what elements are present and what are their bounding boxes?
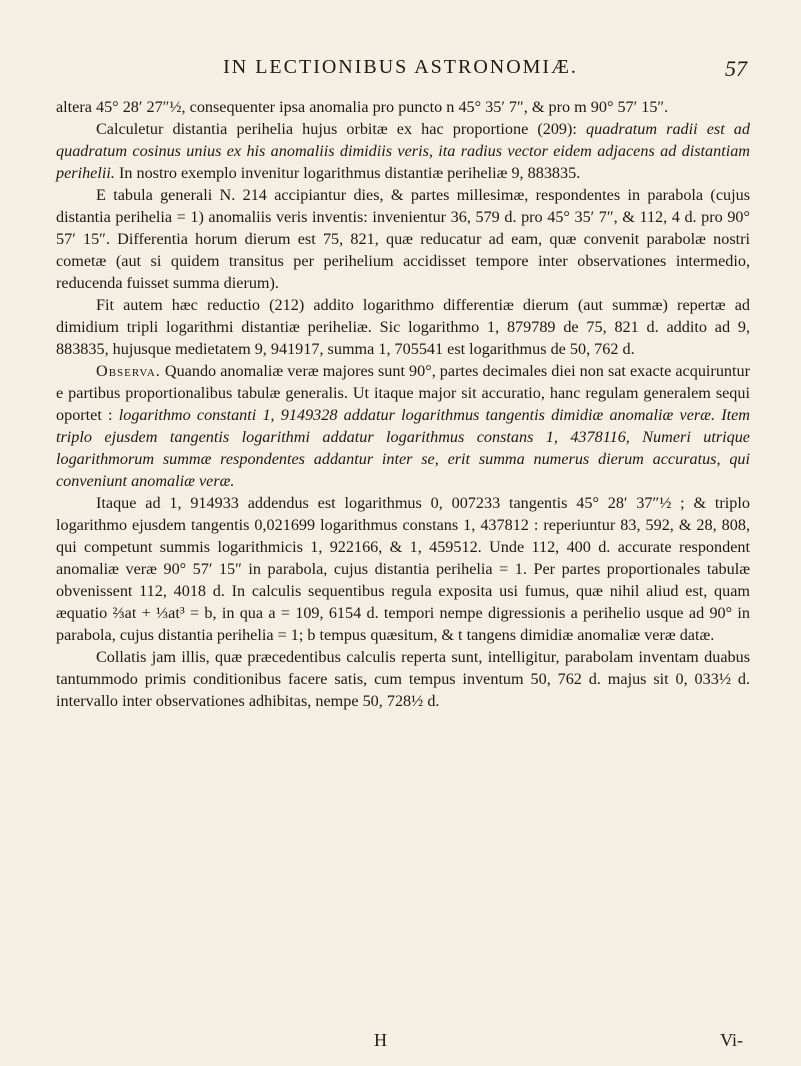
italic-rule: quadratum radii est ad quadratum cosinus unius ex his anomaliis dimidiis veris, ita radius vector eidem adjacens ad distantiam perihelii. xyxy=(56,120,750,182)
page-number: 57 xyxy=(725,56,747,81)
paragraph-continuation: altera 45° 28′ 27″½, consequenter ipsa anomalia pro puncto n 45° 35′ 7″, & pro m 90° 57′ 15″. xyxy=(56,98,669,116)
catchword: Vi- xyxy=(720,1030,743,1050)
running-head: IN LECTIONIBUS ASTRONOMIÆ. xyxy=(223,56,578,78)
observa-label: Observa. xyxy=(96,362,161,380)
paragraph-perihelion-distance xyxy=(56,118,750,184)
paragraph-reduction: Fit autem hæc reductio (212) addito logarithmo differentiæ dierum (aut summæ) repertæ ad dimidium tripli logarithmi distantiæ periheliæ. Sic logarithmo 1, 879789 de 75, 821 d. addito ad 9, 883835, hujusque medietatem 9, 941917, summa 1, 705541 est logarithmus de 50, 762 d. xyxy=(56,296,750,358)
paragraph-conclusion: Collatis jam illis, quæ præcedentibus calculis reperta sunt, intelligitur, parabolam inventam duabus tantummodo primis conditionibus facere satis, cum tempus inventum 50, 762 d. majus sit 0, 033½ d. intervallo inter observationes adhibitas, nempe 50, 728½ d. xyxy=(56,648,750,710)
paragraph-general-table: E tabula generali N. 214 accipiantur dies, & partes millesimæ, respondentes in parabola (cujus distantia perihelia = 1) anomaliis veris inventis: invenientur 36, 579 d. pro 45° 35′ 7″, & 112, 4 d. pro 90° 57′ 15″. Differentia horum dierum est 75, 821, quæ reducatur ad eam, quæ convenit parabolæ nostri cometæ (aut si quidem transitus per perihelium accidisset tempore inter observationes intermedio, reducenda fuisset summa dierum). xyxy=(56,186,750,292)
text-run: In nostro exemplo invenitur logarithmus distantiæ periheliæ 9, 883835. xyxy=(114,164,581,182)
body-text xyxy=(56,96,750,712)
italic-rule: logarithmo constanti 1, 9149328 addatur logarithmus tangentis dimidiæ anomaliæ veræ. Item triplo ejusdem tangentis logarithmi addatur logarithmus constans 1, 4378116, Numeri utrique logarithmorum summæ respondentes addantur inter se, erit summa numerus dierum accuratus, qui conveniunt anomaliæ veræ. xyxy=(56,406,750,490)
text-run: Quando anomaliæ veræ majores sunt 90°, partes decimales diei non sat exacte acquiruntur e partibus proportionalibus tabulæ generalis. Ut itaque major sit accuratio, hanc regulam generalem sequi oportet : xyxy=(56,362,750,424)
text-run: Calculetur distantia perihelia hujus orbitæ ex hac proportione (209): xyxy=(96,120,587,138)
paragraph-observa xyxy=(56,360,750,492)
signature-mark: H xyxy=(374,1030,387,1050)
paragraph-example: Itaque ad 1, 914933 addendus est logarithmus 0, 007233 tangentis 45° 28′ 37″½ ; & triplo logarithmo ejusdem tangentis 0,021699 logarithmus constans 1, 437812 : reperiuntur 83, 592, & 28, 808, qui competunt summis logarithmicis 1, 922166, & 1, 459512. Unde 112, 400 d. accurate respondent anomaliæ veræ 90° 57′ 15″ in parabola, cujus distantia perihelia = 1. Per partes proportionales tabulæ obvenissent 112, 4018 d. In calculis sequentibus regula exposita usi fumus, quæ nihil aliud est, quam æquatio ⅔at + ⅓at³ = b, in qua a = 109, 6154 d. tempori nempe digressionis a perihelio usque ad 90° in parabola, cujus distantia perihelia = 1; b tempus quæsitum, & t tangens dimidiæ anomaliæ veræ datæ. xyxy=(56,494,750,644)
